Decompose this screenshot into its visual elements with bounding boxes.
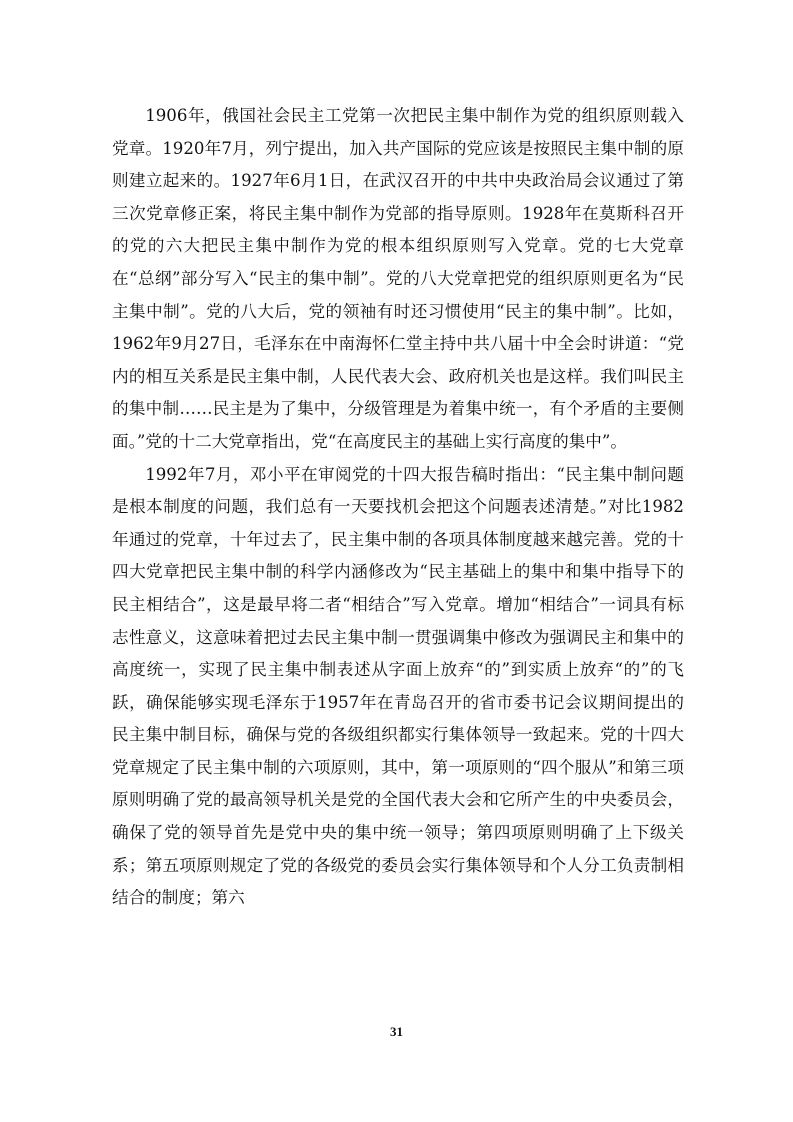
paragraph-2: 1992年7月，邓小平在审阅党的十四大报告稿时指出：“民主集中制问题是根本制度的问题，我们总有一天要找机会把这个问题表述清楚。”对比1982年通过的党章，十年过去了，民主集中制的各项具体制度越来越完善。党的十四大党章把民主集中制的科学内涵修改为“民主基础上的集中和集中指导下的民主相结合”，这是最早将二者“相结合”写入党章。增加“相结合”一词具有标志性意义，这意味着把过去民主集中制一贯强调集中修改为强调民主和集中的高度统一，实现了民主集中制表述从字面上放弃“的”到实质上放弃“的”的飞跃，确保能够实现毛泽东于1957年在青岛召开的省市委书记会议期间提出的民主集中制目标，确保与党的各级组织都实行集体领导一致起来。党的十四大党章规定了民主集中制的六项原则，其中，第一项原则的“四个服从”和第三项原则明确了党的最高领导机关是党的全国代表大会和它所产生的中央委员会，确保了党的领导首先是党中央的集中统一领导；第四项原则明确了上下级关系；第五项原则规定了党的各级党的委员会实行集体领导和个人分工负责制相结合的制度；第六 (112, 464, 684, 908)
page-number: 31 (390, 1024, 403, 1039)
paragraph-1: 1906年，俄国社会民主工党第一次把民主集中制作为党的组织原则载入党章。1920年7月，列宁提出，加入共产国际的党应该是按照民主集中制的原则建立起来的。1927年6月1日，在武汉召开的中共中央政治局会议通过了第三次党章修正案，将民主集中制作为党部的指导原则。1928年在莫斯科召开的党的六大把民主集中制作为党的根本组织原则写入党章。党的七大党章在“总纲”部分写入“民主的集中制”。党的八大党章把党的组织原则更名为“民主集中制”。党的八大后，党的领袖有时还习惯使用“民主的集中制”。比如，1962年9月27日，毛泽东在中南海怀仁堂主持中共八届十中全会时讲道：“党内的相互关系是民主集中制，人民代表大会、政府机关也是这样。我们叫民主的集中制……民主是为了集中，分级管理是为着集中统一，有个矛盾的主要侧面。”党的十二大党章指出，党“在高度民主的基础上实行高度的集中”。 (112, 106, 684, 451)
body-text (112, 100, 684, 915)
